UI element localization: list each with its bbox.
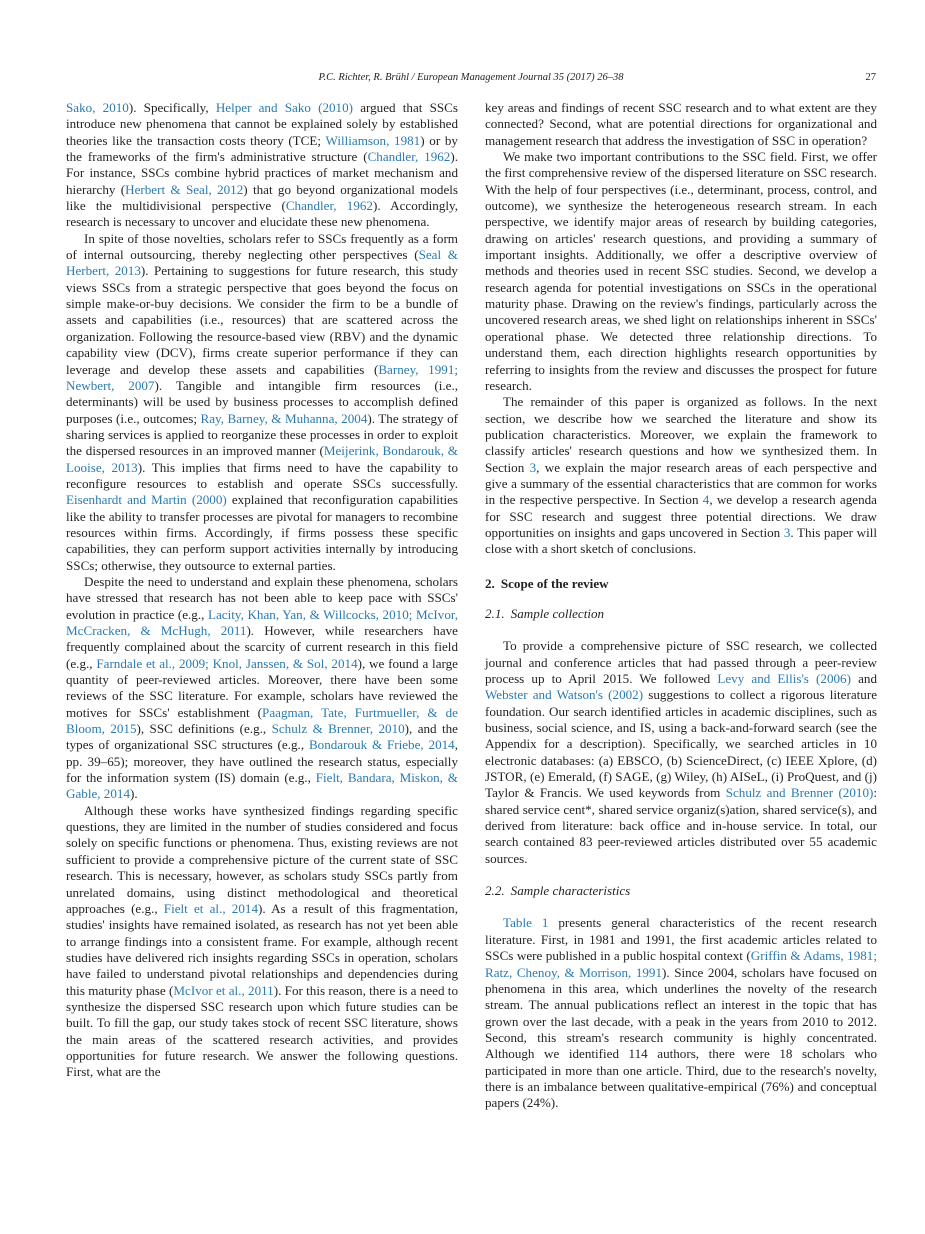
citation-link[interactable]: Griffin & Adams, 1981; Ratz, Chenoy, & Morrison, 1991 bbox=[485, 948, 877, 980]
citation-link[interactable]: Herbert & Seal, 2012 bbox=[125, 181, 244, 197]
subsection-heading: 2.2. Sample characteristics bbox=[485, 883, 631, 899]
citation-link[interactable]: Schulz and Brenner (2010) bbox=[725, 785, 874, 801]
running-head bbox=[66, 72, 876, 88]
citation-link[interactable]: Lacity, Khan, Yan, & Willcocks, 2010; McIvor, McCracken, & McHugh, 2011 bbox=[66, 606, 458, 638]
citation-link[interactable]: Webster and Watson's (2002) bbox=[485, 687, 644, 703]
table-link[interactable]: Table 1 bbox=[503, 915, 549, 931]
citation-link[interactable]: Schulz & Brenner, 2010 bbox=[271, 721, 405, 737]
citation-link[interactable]: Barney, 1991; Newbert, 2007 bbox=[66, 361, 458, 393]
citation-link[interactable]: Ray, Barney, & Muhanna, 2004 bbox=[200, 410, 368, 426]
subsection-heading: 2.1. Sample collection bbox=[485, 605, 605, 621]
citation-link[interactable]: Sako, 2010 bbox=[66, 100, 129, 115]
section-heading: 2. Scope of the review bbox=[485, 575, 609, 591]
paragraph: The remainder of this paper is organized as follows. In the next section, we describe how we searched the literature and show its publication characteristics. Moreover, we explain the framework to classify articles' research questions and how we synthesized them. In Section 3, we explain the major research areas of each perspective and give a summary of the essential characteristics that are common for works in the respective perspective. In Section 4, we develop a research agenda for SSC research and suggest three potential directions. We draw opportunities on insights and gaps uncovered in Section 3. This paper will close with a short sketch of conclusions. bbox=[485, 394, 877, 557]
citation-link[interactable]: Bondarouk & Friebe, 2014 bbox=[308, 737, 455, 753]
paragraph: In spite of those novelties, scholars refer to SSCs frequently as a form of internal outsourcing, thereby neglecting other perspectives (Seal & Herbert, 2013). Pertaining to suggestions for future research, this study views SSCs from a strategic perspective that goes beyond the focus on simple make-or-buy decisions. We consider the firm to be a bundle of assets and capabilities (i.e., resources) that are scattered across the organization. Following the resource-based view (RBV) and the dynamic capability view (DCV), firms create superior performance if they can leverage and develop these assets and capabilities (Barney, 1991; Newbert, 2007). Tangible and intangible firm resources (i.e., determinants) will be used by business processes to accomplish defined purposes (i.e., outcomes; Ray, Barney, & Muhanna, 2004). The strategy of sharing services is applied to reorganize these processes in order to exploit the dispersed resources in an improved manner (Meijerink, Bondarouk, & Looise, 2013). This implies that firms need to have the capability to reconfigure resources to establish and operate SSCs successfully. Eisenhardt and Martin (2000) explained that reconfiguration capabilities like the ability to transfer processes are pivotal for managers to recombine resources within firms. Accordingly, if firms possess these specific capabilities, they can perform support activities internally by introducing SSCs; otherwise, they outsource to external parties. bbox=[66, 230, 459, 573]
paragraph: Table 1 presents general characteristics of the recent research literature. First, in 1981 and 1991, the first academic articles related to SSCs were published in a public hospital context (Griffin & Adams, 1981; Ratz, Chenoy, & Morrison, 1991). Since 2004, scholars have focused on phenomena in this area, which underlines the novelty of the research stream. The annual publications reflect an interest in the topic that has grown over the last decade, with a peak in the years from 2010 to 2012. Second, this stream's research community is highly concentrated. Although we identified 114 authors, there were 18 scholars who participated in more than one article. Third, due to the research's novelty, there is an imbalance between qualitative-empirical (76%) and conceptual papers (24%). bbox=[485, 915, 877, 1111]
paragraph: Despite the need to understand and explain these phenomena, scholars have stressed that research has not been able to keep pace with SSCs' evolution in practice (e.g., Lacity, Khan, Yan, & Willcocks, 2010; McIvor, McCracken, & McHugh, 2011). However, while researchers have frequently complained about the scarcity of current research in this field (e.g., Farndale et al., 2009; Knol, Janssen, & Sol, 2014), we found a large quantity of peer-reviewed articles. Moreover, there have been some reviews of the SSC literature. For example, scholars have reviewed the motives for SSCs' establishment (Paagman, Tate, Furtmueller, & de Bloom, 2015), SSC definitions (e.g., Schulz & Brenner, 2010), and the types of organizational SSC structures (e.g., Bondarouk & Friebe, 2014, pp. 39–65); moreover, they have outlined the research status, especially for the information system (IS) domain (e.g., Fielt, Bandara, Miskon, & Gable, 2014). bbox=[66, 573, 458, 802]
paragraph: Sako, 2010). Specifically, Helper and Sako (2010) argued that SSCs introduce new phenomena that cannot be explained solely by established theories like the transaction costs theory (TCE; Williamson, 1981) or by the frameworks of the firm's administrative structure (Chandler, 1962). For instance, SSCs combine hybrid practices of market mechanism and hierarchy (Herbert & Seal, 2012) that go beyond organizational models like the multidivisional perspective (Chandler, 1962). Accordingly, research is necessary to uncover and elucidate these new phenomena. bbox=[66, 100, 458, 230]
citation-link[interactable]: Chandler, 1962 bbox=[285, 198, 373, 214]
citation-link[interactable]: Fielt, Bandara, Miskon, & Gable, 2014 bbox=[66, 770, 458, 802]
paragraph: key areas and findings of recent SSC research and to what extent are they connected? Second, what are potential directions for organizational and management research that address the investigation of SSC in operation? bbox=[485, 100, 877, 148]
left-column bbox=[66, 100, 458, 1081]
citation-link[interactable]: Eisenhardt and Martin (2000) bbox=[66, 492, 227, 508]
citation-link[interactable]: Chandler, 1962 bbox=[367, 149, 451, 165]
section-link[interactable]: 3 bbox=[783, 524, 791, 540]
citation-link[interactable]: Seal & Herbert, 2013 bbox=[66, 247, 458, 279]
journal-citation: P.C. Richter, R. Brühl / European Management Journal 35 (2017) 26–38 bbox=[318, 72, 624, 83]
citation-link[interactable]: Fielt et al., 2014 bbox=[163, 900, 258, 916]
citation-link[interactable]: Farndale et al., 2009; Knol, Janssen, & Sol, 2014 bbox=[96, 655, 358, 671]
citation-link[interactable]: Helper and Sako (2010) bbox=[215, 100, 354, 115]
section-link[interactable]: 4 bbox=[702, 492, 710, 508]
citation-link[interactable]: McIvor et al., 2011 bbox=[173, 982, 274, 998]
citation-link[interactable]: Paagman, Tate, Furtmueller, & de Bloom, 2015 bbox=[66, 704, 458, 737]
section-link[interactable]: 3 bbox=[529, 459, 537, 475]
right-column bbox=[485, 100, 877, 1112]
page-number: 27 bbox=[865, 72, 876, 83]
citation-link[interactable]: Williamson, 1981 bbox=[325, 132, 421, 148]
citation-link[interactable]: Meijerink, Bondarouk, & Looise, 2013 bbox=[66, 443, 458, 475]
paragraph: To provide a comprehensive picture of SSC research, we collected journal and conference articles that had passed through a peer-review process up to April 2015. We followed Levy and Ellis's (2006) and Webster and Watson's (2002) suggestions to collect a rigorous literature foundation. Our search identified articles in academic disciplines, such as business, social science, and IS, using a back-and-forward search (see the Appendix for a description). Specifically, we searched articles in 10 electronic databases: (a) EBSCO, (b) ScienceDirect, (c) IEEE Xplore, (d) JSTOR, (e) Emerald, (f) SAGE, (g) Wiley, (h) AISeL, (i) ProQuest, and (j) Taylor & Francis. We used keywords from Schulz and Brenner (2010): shared service cent*, shared service organiz(s)ation, shared service(s), and derived from literature: back office and in-house service. In total, our search contained 83 peer-reviewed articles distributed over 55 academic sources. bbox=[485, 638, 877, 866]
paragraph: We make two important contributions to the SSC field. First, we offer the first comprehensive review of the dispersed literature on SSC research. With the help of four perspectives (i.e., determinant, process, control, and outcome), we synthesize the heterogeneous research stream. In each perspective, we identify major areas of research by building categories, drawing on articles' research questions, and providing a summary of important insights. Additionally, we offer a descriptive overview of methods and theories used in recent SSC studies. Second, we develop a research agenda for potential investigations on SSCs in the operational maturity phase. Drawing on the review's findings, particularly across the uncovered research areas, we shed light on relationships inherent in SSCs' operational phase. We detected three relationship directions. To understand them, each direction highlights research opportunities by referring to insights from the review and discusses the prospect for future research. bbox=[485, 149, 877, 393]
paragraph: Although these works have synthesized findings regarding specific questions, they are limited in the number of studies considered and focus solely on specific functions or phenomena. Thus, existing reviews are not sufficient to provide a comprehensive picture of the current state of SSC research. This is necessary, however, as scholars study SSCs partly from unrelated domains, using distinct methodological and theoretical approaches (e.g., Fielt et al., 2014). As a result of this fragmentation, studies' insights have remained isolated, as research has not yet been able to arrange findings into a consistent frame. For example, although recent studies have delivered rich insights regarding SSCs in operation, scholars have failed to understand pivotal relationships and dependencies during this maturity phase (McIvor et al., 2011). For this reason, there is a need to synthesize the dispersed SSC research upon which future studies can be built. To fill the gap, our study takes stock of recent SSC literature, shows the main areas of the scattered research activities, and provides opportunities for future research. We answer the following questions. First, what are the bbox=[66, 802, 458, 1080]
citation-link[interactable]: Levy and Ellis's (2006) bbox=[717, 671, 851, 686]
